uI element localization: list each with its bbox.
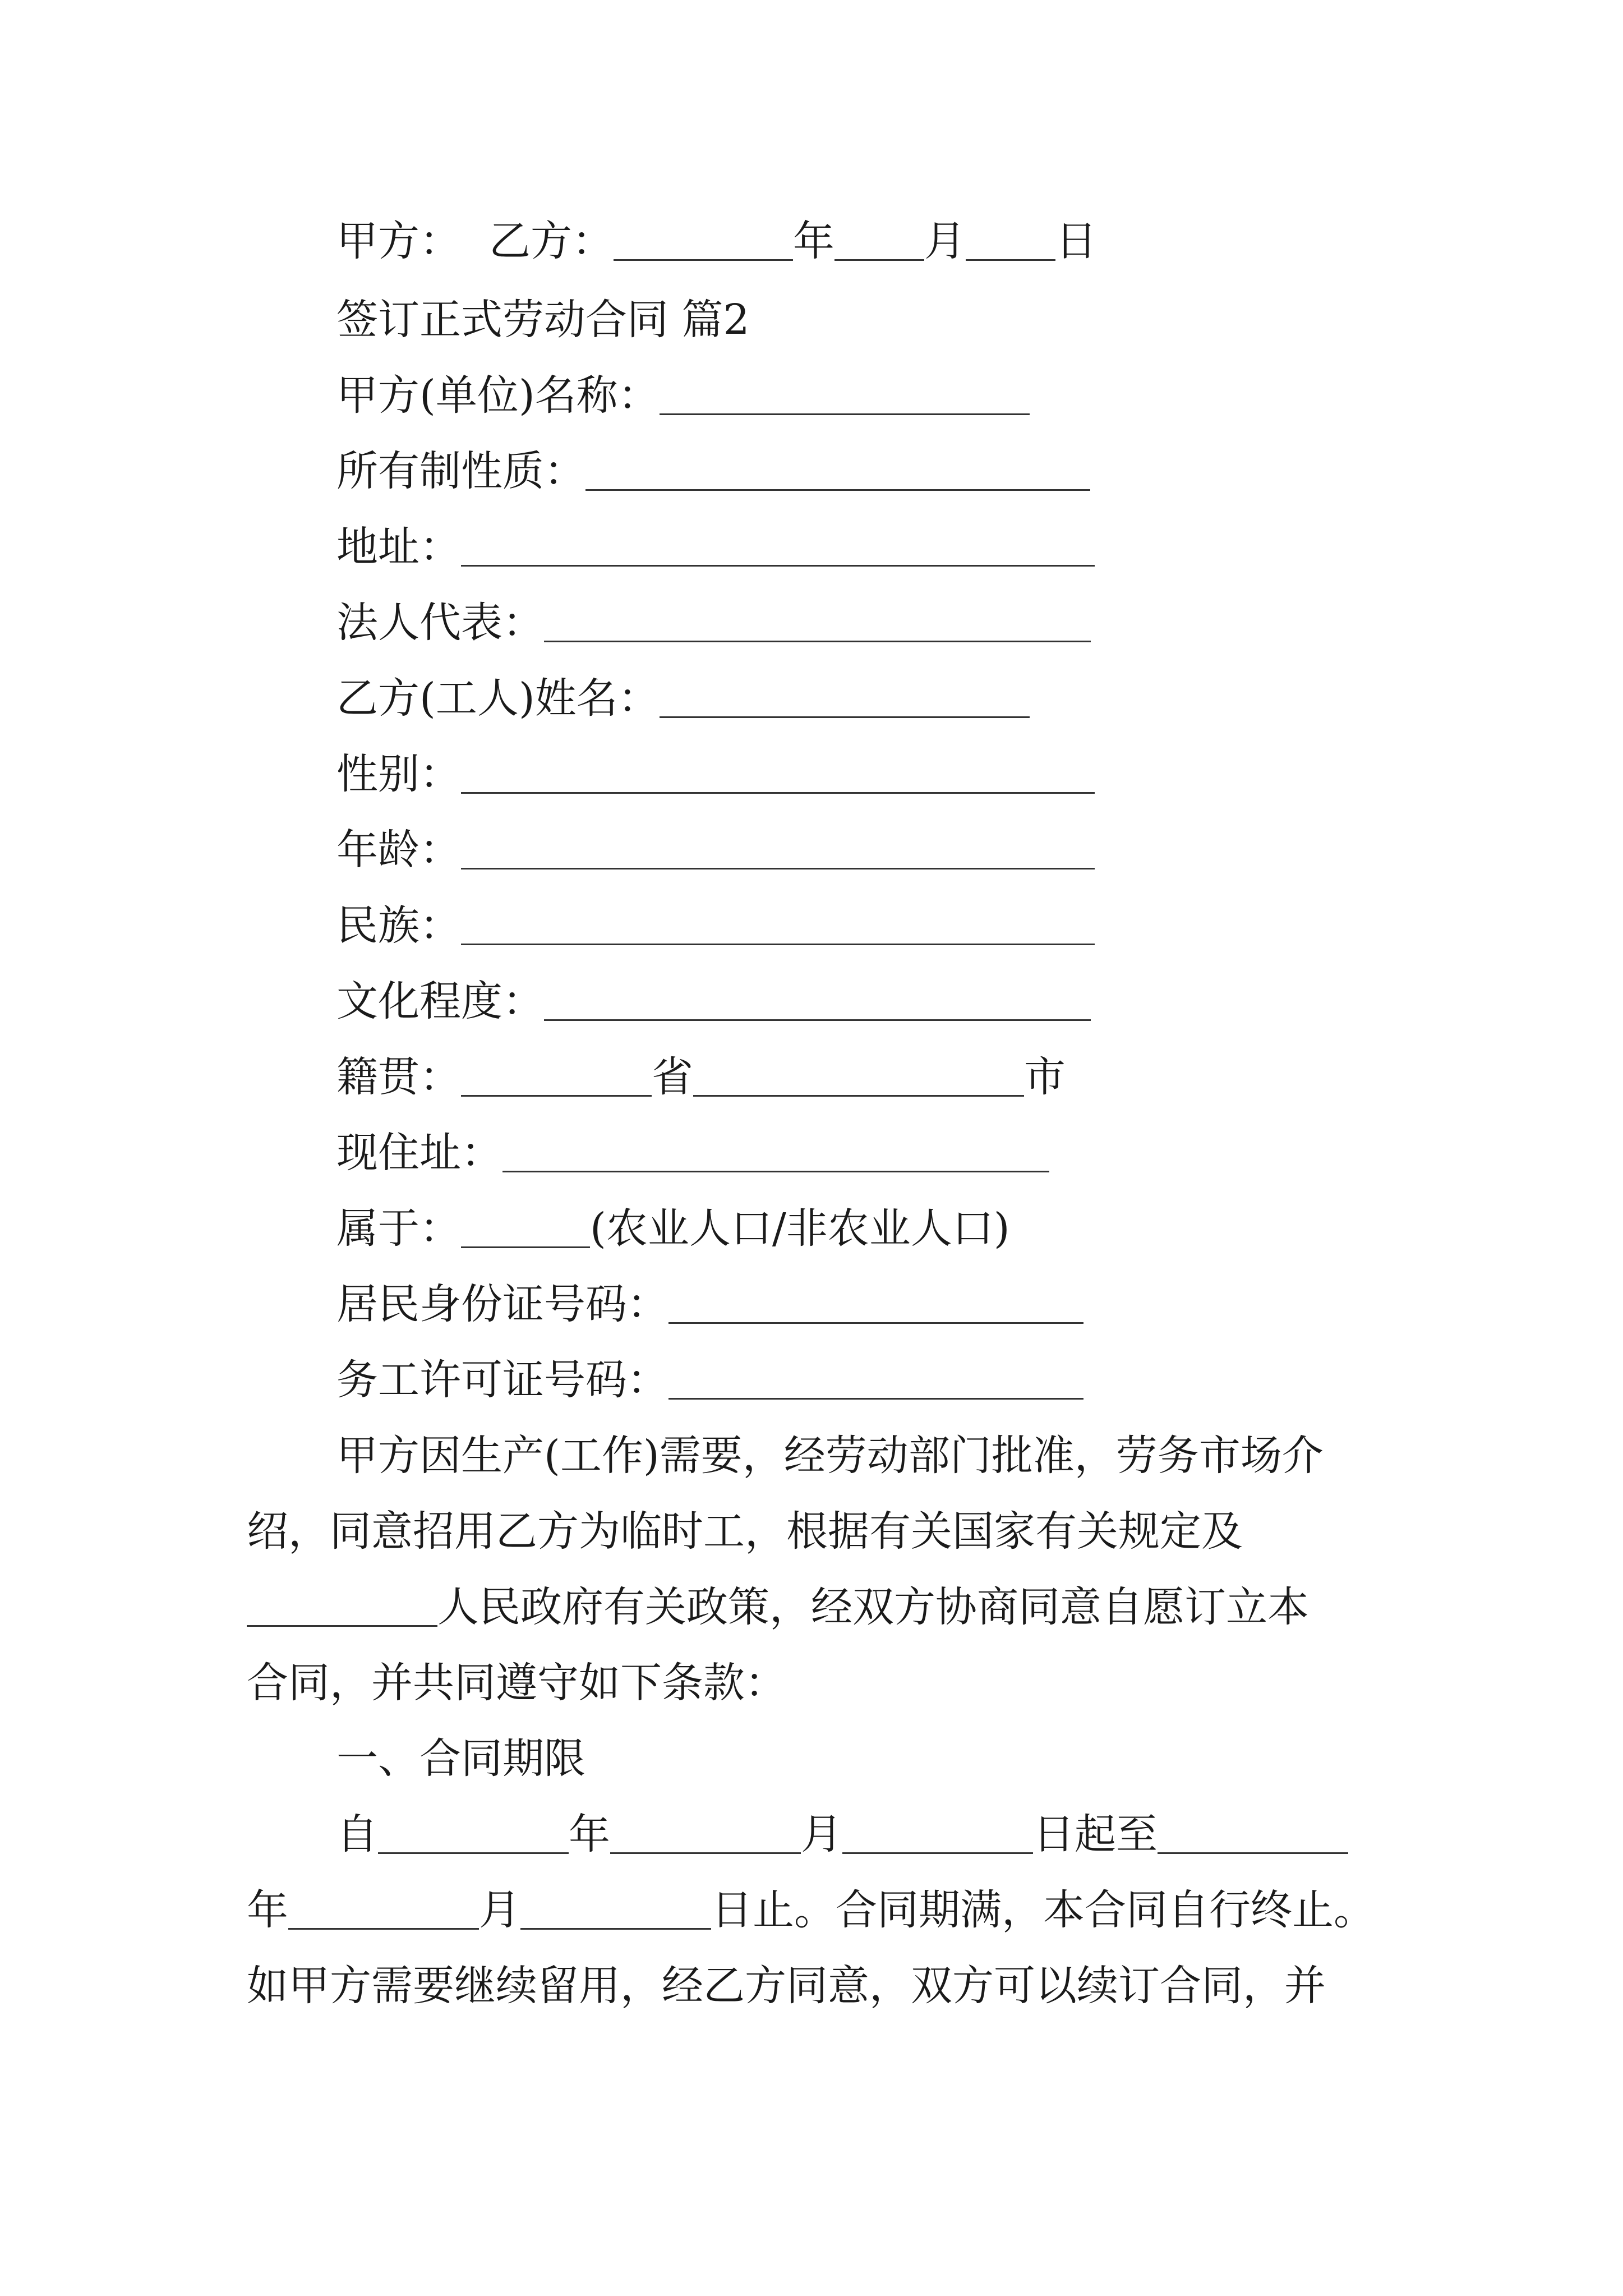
section-title: 签订正式劳动合同 篇2 [336,296,750,344]
intro-line-3: 人民政府有关政策，经双方协商同意自愿订立本 [247,1573,1309,1641]
field-belongs: 属于： (农业人口/非农业人口) [336,1204,1010,1253]
field-age: 年龄： [336,816,1095,884]
blank-month [834,259,924,261]
section1-line-3: 如甲方需要继续留用，经乙方同意，双方可以续订合同，并 [247,1962,1326,2010]
field-work-permit: 务工许可证号码： [336,1346,1083,1414]
section1-line-2: 年 月 日止。合同期满，本合同自行终止。 [247,1886,1375,1934]
intro-line-4: 合同，并共同遵守如下条款： [247,1659,786,1707]
field-education: 文化程度： [336,968,1091,1035]
section1-heading: 一、合同期限 [336,1734,585,1783]
party-a-label: 甲方： [336,217,461,265]
field-worker-name: 乙方(工人)姓名： [336,665,1030,732]
field-current-address: 现住址： [336,1119,1049,1186]
province-label: 省 [652,1053,693,1101]
blank-year [614,259,793,261]
field-ownership: 所有制性质： [336,438,1090,505]
field-legal-rep: 法人代表： [336,589,1091,656]
belongs-options: (农业人口/非农业人口) [590,1204,1010,1253]
field-address: 地址： [336,513,1095,581]
field-id-number: 居民身份证号码： [336,1271,1083,1338]
intro-line-2: 绍，同意招用乙方为临时工，根据有关国家有关规定及 [247,1507,1243,1556]
field-gender: 性别： [336,740,1095,808]
party-b-label: 乙方： [489,217,614,265]
year-label: 年 [793,217,834,265]
city-label: 市 [1024,1053,1066,1101]
blank-day [966,259,1055,261]
section1-line-1: 自 年 月 日起至 [336,1801,1348,1868]
signature-line [336,208,1097,275]
field-ethnicity: 民族： [336,892,1095,959]
field-native-place: 籍贯： 省 市 [336,1053,1066,1101]
field-employer-name: 甲方(单位)名称： [336,362,1030,429]
intro-line-1: 甲方因生产(工作)需要，经劳动部门批准，劳务市场介 [336,1432,1324,1480]
month-label: 月 [924,217,966,265]
day-label: 日 [1055,217,1097,265]
